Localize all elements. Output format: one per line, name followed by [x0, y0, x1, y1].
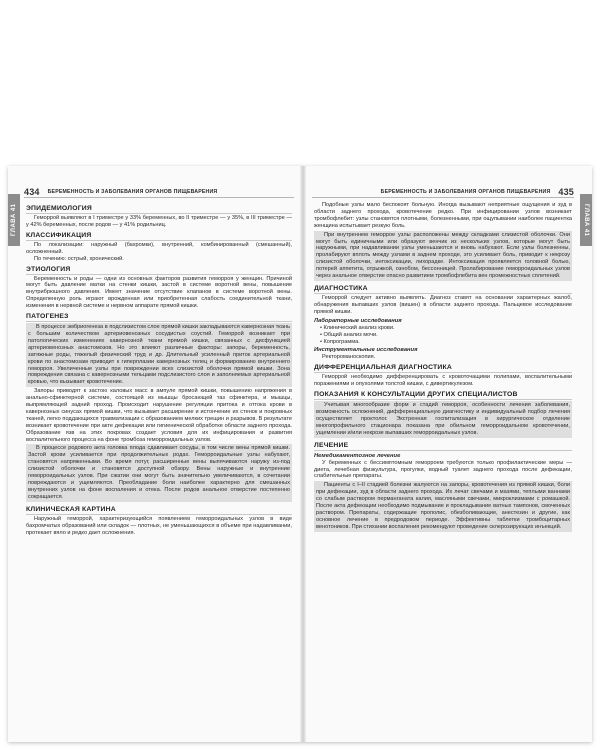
running-head [312, 186, 574, 198]
section-heading: ДИАГНОСТИКА [314, 282, 572, 294]
running-head [24, 186, 294, 198]
page-number: 434 [24, 186, 40, 197]
section-heading: ПОКАЗАНИЯ К КОНСУЛЬТАЦИИ ДРУГИХ СПЕЦИАЛИСТОВ [314, 388, 572, 400]
section-heading: ЭПИДЕМИОЛОГИЯ [26, 202, 292, 214]
paragraph: Беременность и роды — одни из основных факторов развития геморроя у женщин. Причиной могут быть давление матки на стенки кишки, застой в системе воротной вены, повышение внутрибрюшного давления. Имеет значение отсутствие клапанов в системе воротной вены. Определенную роль играют врожденная или приобретенная слабость соединительной ткани, изменения в нервной системе и нервном аппарате прямой кишки. [26, 275, 292, 310]
paragraph: Подобные узлы мало беспокоят больную. Иногда вызывают неприятные ощущения и зуд в области заднего прохода, кровотечение редко. При инфицировании узлов возникает тромбофлебит: узлы становятся плотными, болезненными, при ощупывании наиболее пациентка женщина испытывает резкую боль. [314, 202, 572, 229]
subsection-heading: Немедикаментозное лечение [314, 452, 401, 459]
list-item: • Общий анализ мочи. [320, 332, 572, 339]
list-item: • Клинический анализ крови. [320, 325, 572, 332]
left-page [8, 166, 300, 742]
paragraph: Геморрой необходимо дифференцировать с кровоточащими полипами, воспалительными поражениями и опухолями толстой кишки, с дивертикулезом. [314, 374, 572, 388]
paragraph: Запоры приводят к застою каловых масс в ампуле прямой кишки, повышению напряжения в анально-сфинктерной системе, состоящей из мышцы бросающей таз сфинктера, и мышцы, выпрямляющей задний проход. Происходит нарушение регуляции притока и оттока крови в кавернозных синусах прямой кишки, что вызывает расширение и истончение их стенок и покровных тканей, легко поддающихся травматизации с образованием мелких трещин и разрывов. В результате возникает кровотечение при акте дефекации или гигиенической обработке области заднего прохода. Образование язв на этих покровах создает условия для их инфицирования и развития воспалительного процесса на фоне тромбоза геморроидальных узлов. [26, 388, 292, 443]
section-heading: ЛЕЧЕНИЕ [314, 439, 572, 451]
paragraph: По течению: острый, хронический. [34, 255, 124, 262]
paragraph: Ректороманоскопия. [322, 354, 376, 361]
subsection-heading: Лабораторные исследования [314, 317, 402, 324]
section-heading: ЭТИОЛОГИЯ [26, 263, 292, 275]
section-heading: ДИФФЕРЕНЦИАЛЬНАЯ ДИАГНОСТИКА [314, 361, 572, 373]
paragraph: По локализации: наружный (бахромки), внутренний, комбинированный (смешанный), осложненный. [26, 241, 292, 255]
paragraph: У беременных с бессимптомным геморроем требуются только профилактические меры — диета, лечебная физкультура, прогулки, водный туалет заднего прохода после дефекации, слабительные препараты. [314, 459, 572, 480]
chapter-tab: ГЛАВА 41 [580, 194, 592, 246]
highlighted-paragraph: Пациенты с I–II стадией болезни жалуются на запоры, кровотечения из прямой кишки, боли при дефекации, зуд в области заднего прохода. Их лечат свечами и мазями, теплыми ваннами со слабым раствором перманганата калия, масляными свечами, микроклизмами с ромашкой. После акта дефекации необходимо подмывание и прокладывание ватных тампонов, смоченных раствором. Препараты, содержащие прополис, обезболивающие, анестезин и другие, как основное лечение в предродовом периоде. Эффективны таблетки тромбоцитарных венотоников. При стихании воспаления рекомендуют проведение склерозирующих инъекций. [316, 482, 570, 530]
section-heading: КЛАССИФИКАЦИЯ [26, 229, 292, 241]
running-head-title: БЕРЕМЕННОСТЬ И ЗАБОЛЕВАНИЯ ОРГАНОВ ПИЩЕВАРЕНИЯ [380, 188, 551, 195]
left-text-column [26, 202, 292, 734]
subsection-heading: Инструментальные исследования [314, 347, 418, 354]
highlighted-paragraph: В процессе родового акта головка плода сдавливает сосуды, в том числе вены прямой кишки. Застой крови усиливается при продолжительных родах. Геморроидальные узлы набухают, становятся напряженными. Во время потуг, расширенные вены выпячиваются наружу из-под слизистой оболочки и становятся доступной обзору. Вены наружные и внутренние геморроидальных узлов. При сжатии они могут быть значительно увеличиваются, в сочетании повреждаются и ущемляются. Преобладание боли наиболее характерно для смешанных внутренних узлов на фоне воспаления и отека. После родов анальное отверстие постепенно сокращается. [28, 445, 290, 500]
running-head-title: БЕРЕМЕННОСТЬ И ЗАБОЛЕВАНИЯ ОРГАНОВ ПИЩЕВАРЕНИЯ [47, 188, 218, 195]
book-spread [8, 166, 592, 742]
paragraph: Наружный геморрой, характеризующийся появлением геморроидальных узлов в виде бахромчатых образований или складок — плотных, не уменьшающихся в объеме при надавливании, протекает вяло и редко дает осложнения. [26, 515, 292, 536]
highlighted-paragraph: При внутреннем геморрое узлы расположены между складками слизистой оболочки. Они могут быть единичными или образуют венчик из нескольких узлов, которые могут быть наружными, при надавливании узлы уменьшаются и вновь набухают. Если узлы болезненны, пролабируют вплоть между узлами в заднем проходе, это усиливает боль, приводит к некрозу слизистой оболочки, интоксикации, лихорадке. Интоксикация проявляется головной болью, потерей аппетита, отрыжкой, ознобом, бессонницей. Пролабирование геморроидальных узлов через анальное отверстие опасно развитием тромбофлебита вен промежностных сплетений. [316, 231, 570, 280]
list-item: • Копрограмма. [320, 339, 572, 346]
lab-list [314, 325, 572, 346]
paragraph: Геморрой следует активно выявлять. Диагноз ставят на основании характерных жалоб, обнаружения выпавших узлов (вишен) в области заднего прохода. Пальцевое исследование прямой кишки. [314, 294, 572, 315]
section-heading: ПАТОГЕНЕЗ [26, 310, 292, 322]
right-page [306, 166, 592, 742]
paragraph: Геморрой выявляют в I триместре у 33% беременных, во II триместре — у 35%, в III триместре — у 42% беременных, после родов — у 41% родильниц. [26, 215, 292, 228]
chapter-tab: ГЛАВА 41 [8, 194, 20, 246]
right-text-column [314, 202, 572, 734]
highlighted-paragraph: В процессе эмбриогенеза в подслизистом слое прямой кишки закладываются кавернозная ткань с большим количеством артериовенозных сосудистых соустий. Геморрой возникает при патологических изменениях кавернозной ткани прямой кишки, связанных с дисфункцией артериовенозных анастомозов. Но это влияют различные факторы: запоры, беременность, затяжные роды, тяжелый физический труд и др. Длительный усиленный приток артериальной крови по анастомозам приводит к гиперплазии кавернозных телец и формированию внутреннего геморроя. Увеличенные узлы при повреждении всех слизистой оболочки прямой кишки. Зона повреждения связана с кавернозными тельцами подслизистого слоя и заполняемых артериальной кровью, что вызывает кровотечение. [28, 324, 290, 386]
section-heading: КЛИНИЧЕСКАЯ КАРТИНА [26, 503, 292, 515]
page-number: 435 [558, 186, 574, 197]
highlighted-paragraph: Учитывая многообразие форм и стадий геморроя, особенности лечения заболевания, возможность осложнений, дифференциальную диагностику и индивидуальный подбор лечения осуществляет проктолог. Экстренная госпитализация в хирургическое отделение многопрофильного стационара показана при обильном геморроидальном кровотечении, ущемлении и/или некрозе выпавших геморроидальных узлов. [316, 402, 570, 436]
